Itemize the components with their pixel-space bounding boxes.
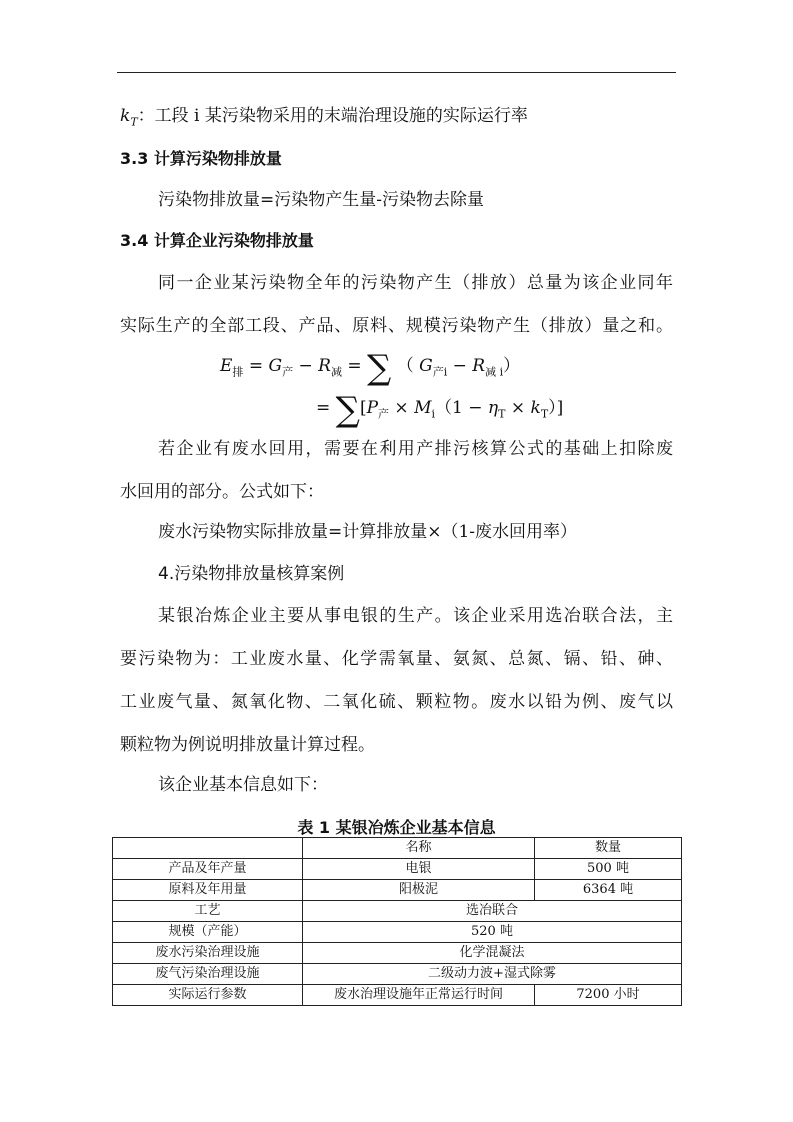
- table-row: [113, 964, 682, 985]
- kt-text: ：工段 i 某污染物采用的末端治理设施的实际运行率: [137, 106, 528, 126]
- formula-G2-sub-a: 产: [432, 365, 444, 379]
- header-cell-qty: 数量: [535, 838, 682, 859]
- para-case-line4: 颗粒物为例说明排放量计算过程。: [120, 735, 375, 755]
- formula-R2-sub-i: i: [499, 365, 504, 379]
- section-heading-4: 4.污染物排放量核算案例: [158, 564, 345, 584]
- header-cell-empty: [113, 838, 303, 859]
- row-qty: 6364 吨: [535, 880, 682, 901]
- row-value: 化学混凝法: [303, 943, 682, 964]
- header-cell-name: 名称: [303, 838, 535, 859]
- row-name: 废水治理设施年正常运行时间: [303, 985, 535, 1006]
- para-info: 该企业基本信息如下：: [158, 775, 328, 795]
- section-heading-3-4: 3.4 计算企业污染物排放量: [120, 231, 314, 250]
- row-label: 产品及年产量: [113, 859, 303, 880]
- row-label: 原料及年用量: [113, 880, 303, 901]
- section-heading-3-3: 3.3 计算污染物排放量: [120, 149, 282, 168]
- row-label: 实际运行参数: [113, 985, 303, 1006]
- table-row: [113, 859, 682, 880]
- para-reuse-line2: 水回用的部分。公式如下：: [120, 482, 324, 502]
- formula-eta-sub: T: [498, 407, 506, 421]
- formula-G-sub: 产: [282, 365, 294, 379]
- para-case-line2: 要污染物为：工业废水量、化学需氧量、氨氮、总氮、镉、铅、砷、: [120, 649, 673, 669]
- table-row: [113, 985, 682, 1006]
- formula-k-sub: T: [540, 407, 549, 421]
- formula-G: G: [268, 356, 283, 376]
- row-qty: 500 吨: [535, 859, 682, 880]
- row-qty: 7200 小时: [535, 985, 682, 1006]
- kt-symbol: $k_T$: [120, 106, 138, 129]
- formula-R2-sub: [485, 365, 503, 378]
- row-label: 废气污染治理设施: [113, 964, 303, 985]
- formula-R: R: [318, 356, 331, 376]
- row-value: 520 吨: [303, 922, 682, 943]
- formula-P: P: [366, 398, 379, 418]
- formula-G2-sub: [433, 365, 448, 378]
- formula-line2: = $\sum[P_产 \times M_i(1 - \eta_T \times k_T)]$: [316, 390, 564, 430]
- reuse-equation-text: 废水污染物实际排放量=计算排放量×（1-废水回用率）: [158, 522, 578, 542]
- formula-R2-sub-a: 减: [485, 365, 497, 379]
- sum-symbol-2: ∑: [335, 390, 360, 430]
- header-rule: [117, 72, 676, 73]
- table-row: [113, 943, 682, 964]
- row-label: 废水污染治理设施: [113, 943, 303, 964]
- company-info-table: [112, 837, 682, 1006]
- formula-E: E: [220, 356, 233, 376]
- para-case-line3: 工业废气量、氮氧化物、二氧化硫、颗粒物。废水以铅为例、废气以: [120, 692, 673, 712]
- formula-line1: $E_排 = G_产 - R_减$ = ∑ （ $G_{产i} - R_{减 i}$）: [220, 348, 521, 388]
- row-value: 二级动力波+湿式除雾: [303, 964, 682, 985]
- row-label: 工艺: [113, 901, 303, 922]
- formula-E-sub: 排: [232, 365, 244, 379]
- formula-G2: G: [419, 356, 433, 376]
- formula-P-sub: 产: [378, 407, 390, 421]
- table-row: [113, 880, 682, 901]
- table-header-row: [113, 838, 682, 859]
- para-sum-line2: 实际生产的全部工段、产品、原料、规模污染物产生（排放）量之和。: [120, 316, 673, 336]
- emission-equation-text: 污染物排放量=污染物产生量-污染物去除量: [158, 190, 484, 210]
- row-label: 规模（产能）: [113, 922, 303, 943]
- formula-M: M: [414, 398, 432, 418]
- table-row: [113, 922, 682, 943]
- sum-symbol: ∑: [367, 348, 392, 388]
- formula-eta: η: [487, 398, 499, 418]
- row-name: 电银: [303, 859, 535, 880]
- row-name: 阳极泥: [303, 880, 535, 901]
- formula-k: k: [530, 398, 541, 418]
- para-reuse-line1: 若企业有废水回用，需要在利用产排污核算公式的基础上扣除废: [158, 439, 673, 459]
- formula-R2: R: [472, 356, 486, 376]
- formula-G2-sub-i: i: [443, 365, 448, 379]
- formula-M-sub: i: [431, 407, 436, 421]
- row-value: 选冶联合: [303, 901, 682, 922]
- table-title: 表 1 某银冶炼企业基本信息: [297, 818, 496, 837]
- formula-R-sub: 减: [330, 365, 342, 379]
- kt-definition: [120, 104, 528, 134]
- para-case-line1: 某银冶炼企业主要从事电银的生产。该企业采用选冶联合法，主: [158, 606, 673, 626]
- para-sum-line1: 同一企业某污染物全年的污染物产生（排放）总量为该企业同年: [158, 273, 673, 293]
- table-row: [113, 901, 682, 922]
